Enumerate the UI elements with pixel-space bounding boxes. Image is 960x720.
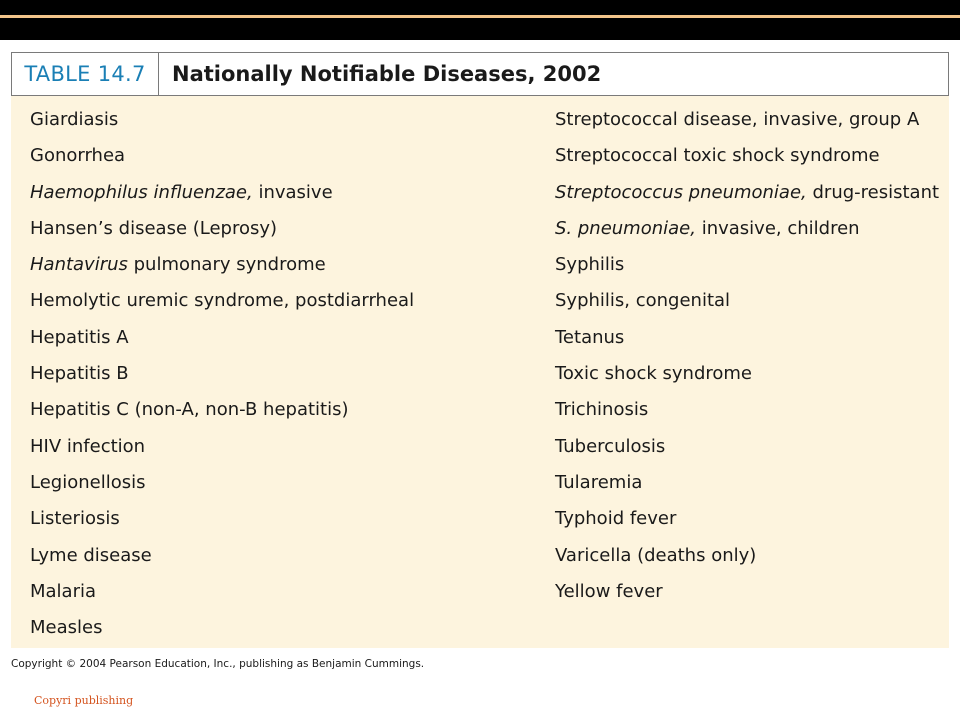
disease-text: Syphilis bbox=[555, 254, 625, 276]
disease-item bbox=[30, 574, 414, 610]
disease-item bbox=[555, 247, 939, 283]
left-column bbox=[30, 102, 414, 646]
disease-item bbox=[555, 102, 939, 138]
disease-item bbox=[30, 356, 414, 392]
disease-text: Toxic shock syndrome bbox=[555, 363, 752, 385]
disease-item bbox=[30, 501, 414, 537]
disease-item bbox=[30, 102, 414, 138]
disease-italic-name: Streptococcus pneumoniae, bbox=[555, 181, 807, 203]
disease-item bbox=[555, 283, 939, 319]
disease-italic-name: Haemophilus influenzae, bbox=[30, 181, 253, 203]
disease-item bbox=[555, 501, 939, 537]
disease-text: Tuberculosis bbox=[555, 435, 666, 457]
disease-text: Tularemia bbox=[555, 471, 643, 493]
disease-text: Yellow fever bbox=[555, 580, 663, 602]
disease-item bbox=[30, 283, 414, 319]
disease-item bbox=[555, 429, 939, 465]
disease-text: Hepatitis C (non-A, non-B hepatitis) bbox=[30, 399, 349, 421]
disease-text: Trichinosis bbox=[555, 399, 649, 421]
disease-italic-name: S. pneumoniae, bbox=[555, 217, 696, 239]
disease-item bbox=[555, 392, 939, 428]
disease-item bbox=[30, 429, 414, 465]
disease-item bbox=[555, 356, 939, 392]
right-column bbox=[555, 102, 939, 610]
disease-text: Legionellosis bbox=[30, 471, 146, 493]
disease-item bbox=[30, 247, 414, 283]
disease-item bbox=[555, 138, 939, 174]
disease-text: HIV infection bbox=[30, 435, 146, 457]
slide bbox=[0, 40, 960, 720]
disease-text: Lyme disease bbox=[30, 544, 152, 566]
top-bar bbox=[0, 0, 960, 40]
disease-item bbox=[555, 175, 939, 211]
disease-item bbox=[555, 320, 939, 356]
disease-item bbox=[30, 138, 414, 174]
disease-text: Hemolytic uremic syndrome, postdiarrheal bbox=[30, 290, 415, 312]
disease-text: Tetanus bbox=[555, 326, 625, 348]
disease-item bbox=[30, 211, 414, 247]
disease-item bbox=[30, 538, 414, 574]
disease-item bbox=[30, 392, 414, 428]
footer-copyright: Copyri publishing bbox=[34, 694, 134, 707]
accent-rule bbox=[0, 15, 960, 18]
disease-text: Syphilis, congenital bbox=[555, 290, 731, 312]
disease-item bbox=[555, 465, 939, 501]
disease-text: Hansen’s disease (Leprosy) bbox=[30, 217, 278, 239]
table-label: TABLE 14.7 bbox=[12, 53, 159, 95]
disease-text: invasive, children bbox=[695, 217, 860, 239]
table-title: Nationally Notifiable Diseases, 2002 bbox=[172, 62, 602, 86]
disease-text: Giardiasis bbox=[30, 109, 119, 130]
disease-text: Measles bbox=[30, 617, 103, 639]
disease-text: Streptococcal disease, invasive, group A bbox=[555, 109, 920, 130]
disease-text: Hepatitis B bbox=[30, 363, 129, 385]
disease-text: Hepatitis A bbox=[30, 326, 129, 348]
disease-item bbox=[555, 211, 939, 247]
disease-item bbox=[555, 538, 939, 574]
disease-text: drug-resistant bbox=[806, 181, 940, 203]
disease-text: invasive bbox=[252, 181, 333, 203]
disease-text: Streptococcal toxic shock syndrome bbox=[555, 145, 880, 167]
disease-text: Listeriosis bbox=[30, 508, 120, 530]
disease-item bbox=[30, 175, 414, 211]
table-frame bbox=[11, 52, 949, 648]
table-header bbox=[11, 52, 949, 96]
disease-item bbox=[30, 610, 414, 646]
disease-item bbox=[30, 465, 414, 501]
disease-item bbox=[555, 574, 939, 610]
disease-item bbox=[30, 320, 414, 356]
disease-italic-name: Hantavirus bbox=[30, 254, 128, 276]
disease-text: Malaria bbox=[30, 580, 97, 602]
disease-text: pulmonary syndrome bbox=[127, 254, 326, 276]
copyright-notice: Copyright © 2004 Pearson Education, Inc., publishing as Benjamin Cummings. bbox=[11, 658, 425, 670]
disease-text: Varicella (deaths only) bbox=[555, 544, 757, 566]
disease-text: Gonorrhea bbox=[30, 145, 126, 167]
disease-text: Typhoid fever bbox=[555, 508, 677, 530]
